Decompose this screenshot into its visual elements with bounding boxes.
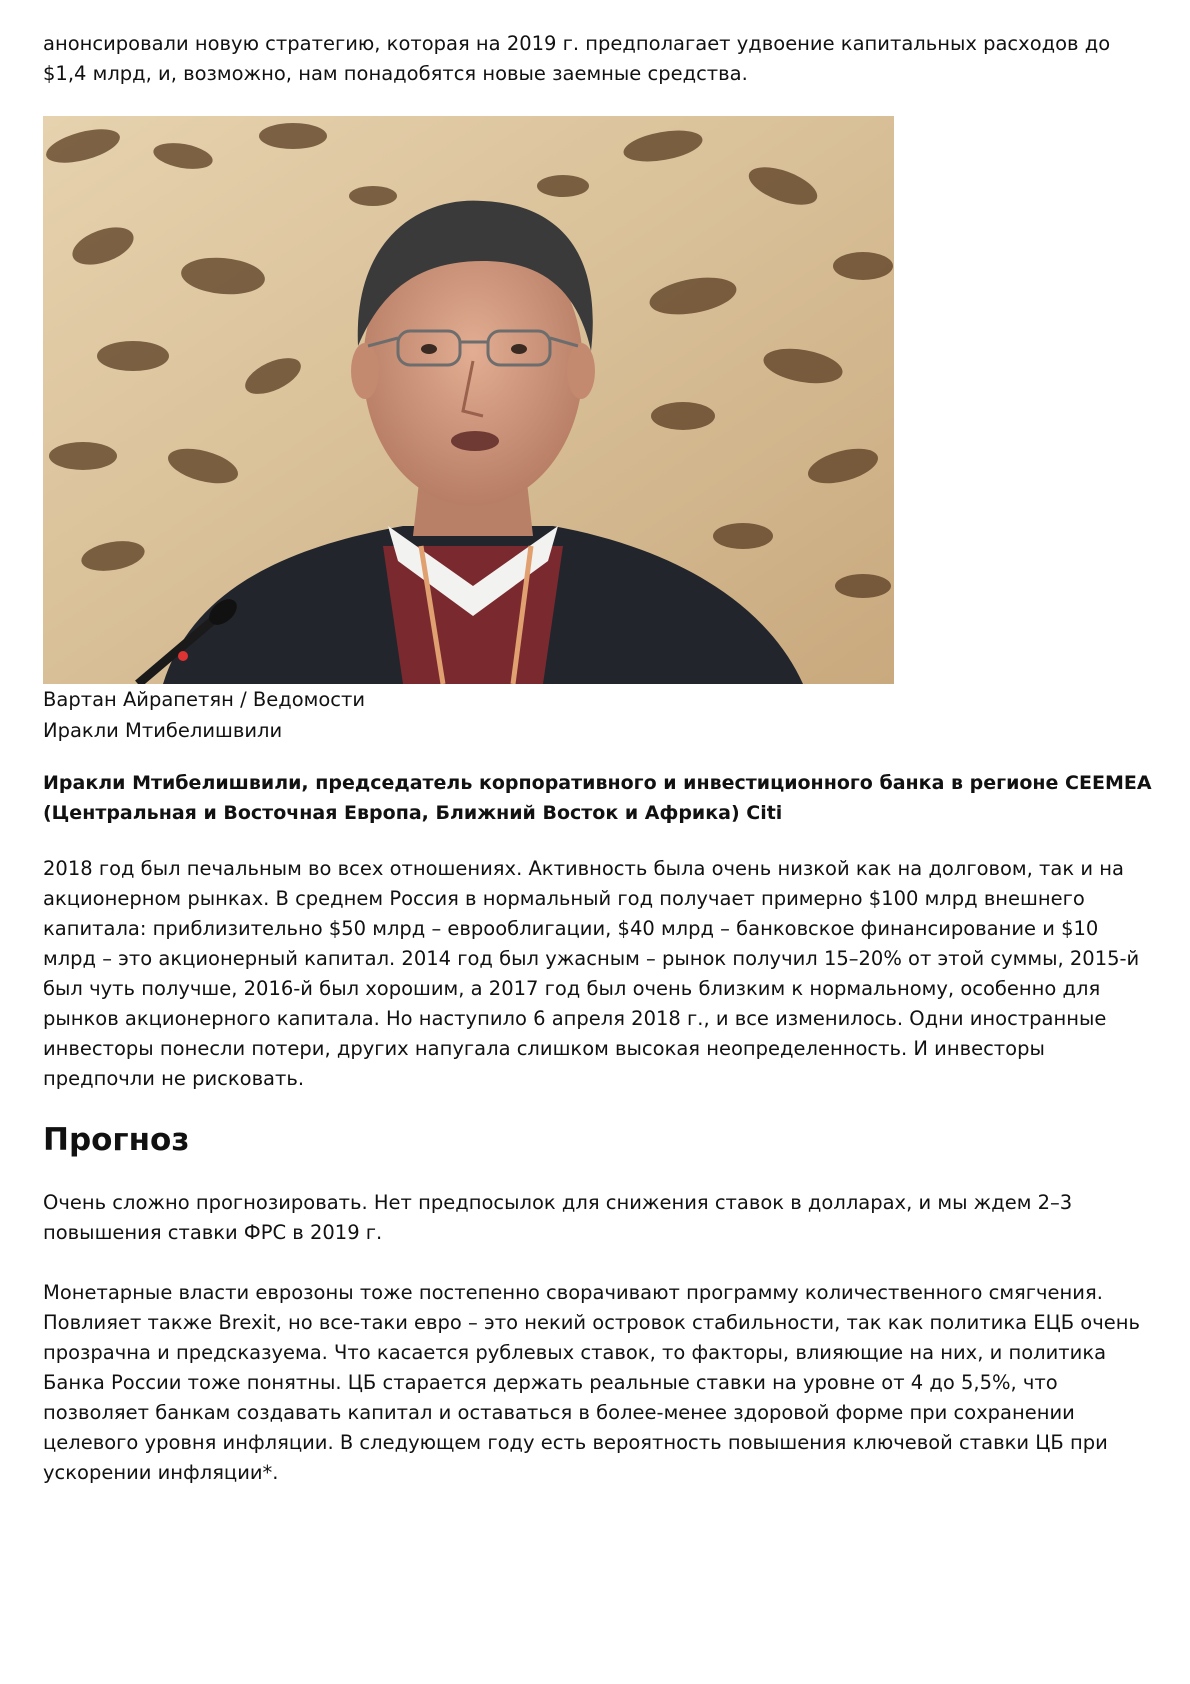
paragraph-forecast-usd: Очень сложно прогнозировать. Нет предпосылок для снижения ставок в долларах, и мы ждем 2–3 повышения ставки ФРС в 2019 г.	[43, 1191, 1073, 1244]
paragraph-2018-review: 2018 год был печальным во всех отношениях. Активность была очень низкой как на долговом, так и на акционерном рынках. В среднем Россия в нормальный год получает примерно $100 млрд внешнего капитала: приблизительно $50 млрд – еврооблигации, $40 млрд – банковское финансирование и $10 млрд – это акционерный капитал. 2014 год был ужасным – рынок получил 15–20% от этой суммы, 2015-й был чуть получше, 2016-й был хорошим, а 2017 год был очень близким к нормальному, особенно для рынков акционерного капитала. Но наступило 6 апреля 2018 г., и все изменилось. Одни иностранные инвесторы понесли потери, других напугала слишком высокая неопределенность. И инвесторы предпочли не рисковать.	[43, 857, 1140, 1090]
portrait-photo	[43, 116, 894, 684]
photo-caption	[43, 684, 1153, 746]
photo-subject: Иракли Мтибелишвили	[43, 719, 283, 742]
portrait-photo-image	[43, 116, 894, 684]
photo-credit: Вартан Айрапетян / Ведомости	[43, 688, 366, 711]
intro-paragraph: анонсировали новую стратегию, которая на 2019 г. предполагает удвоение капитальных расходов до $1,4 млрд, и, возможно, нам понадобятся новые заемные средства.	[43, 32, 1111, 85]
section-heading-forecast: Прогноз	[43, 1122, 190, 1158]
paragraph-forecast-rates: Монетарные власти еврозоны тоже постепенно сворачивают программу количественного смягчения. Повлияет также Brexit, но все-таки евро – это некий островок стабильности, так как политика ЕЦБ очень прозрачна и предсказуема. Что касается рублевых ставок, то факторы, влияющие на них, и политика Банка России тоже понятны. ЦБ старается держать реальные ставки на уровне от 4 до 5,5%, что позволяет банкам создавать капитал и оставаться в более-менее здоровой форме при сохранении целевого уровня инфляции. В следующем году есть вероятность повышения ключевой ставки ЦБ при ускорении инфляции*.	[43, 1281, 1140, 1484]
speaker-bio: Иракли Мтибелишвили, председатель корпоративного и инвестиционного банка в регионе CEEMEA (Центральная и Восточная Европа, Ближний Восток и Африка) Citi	[43, 772, 1152, 824]
